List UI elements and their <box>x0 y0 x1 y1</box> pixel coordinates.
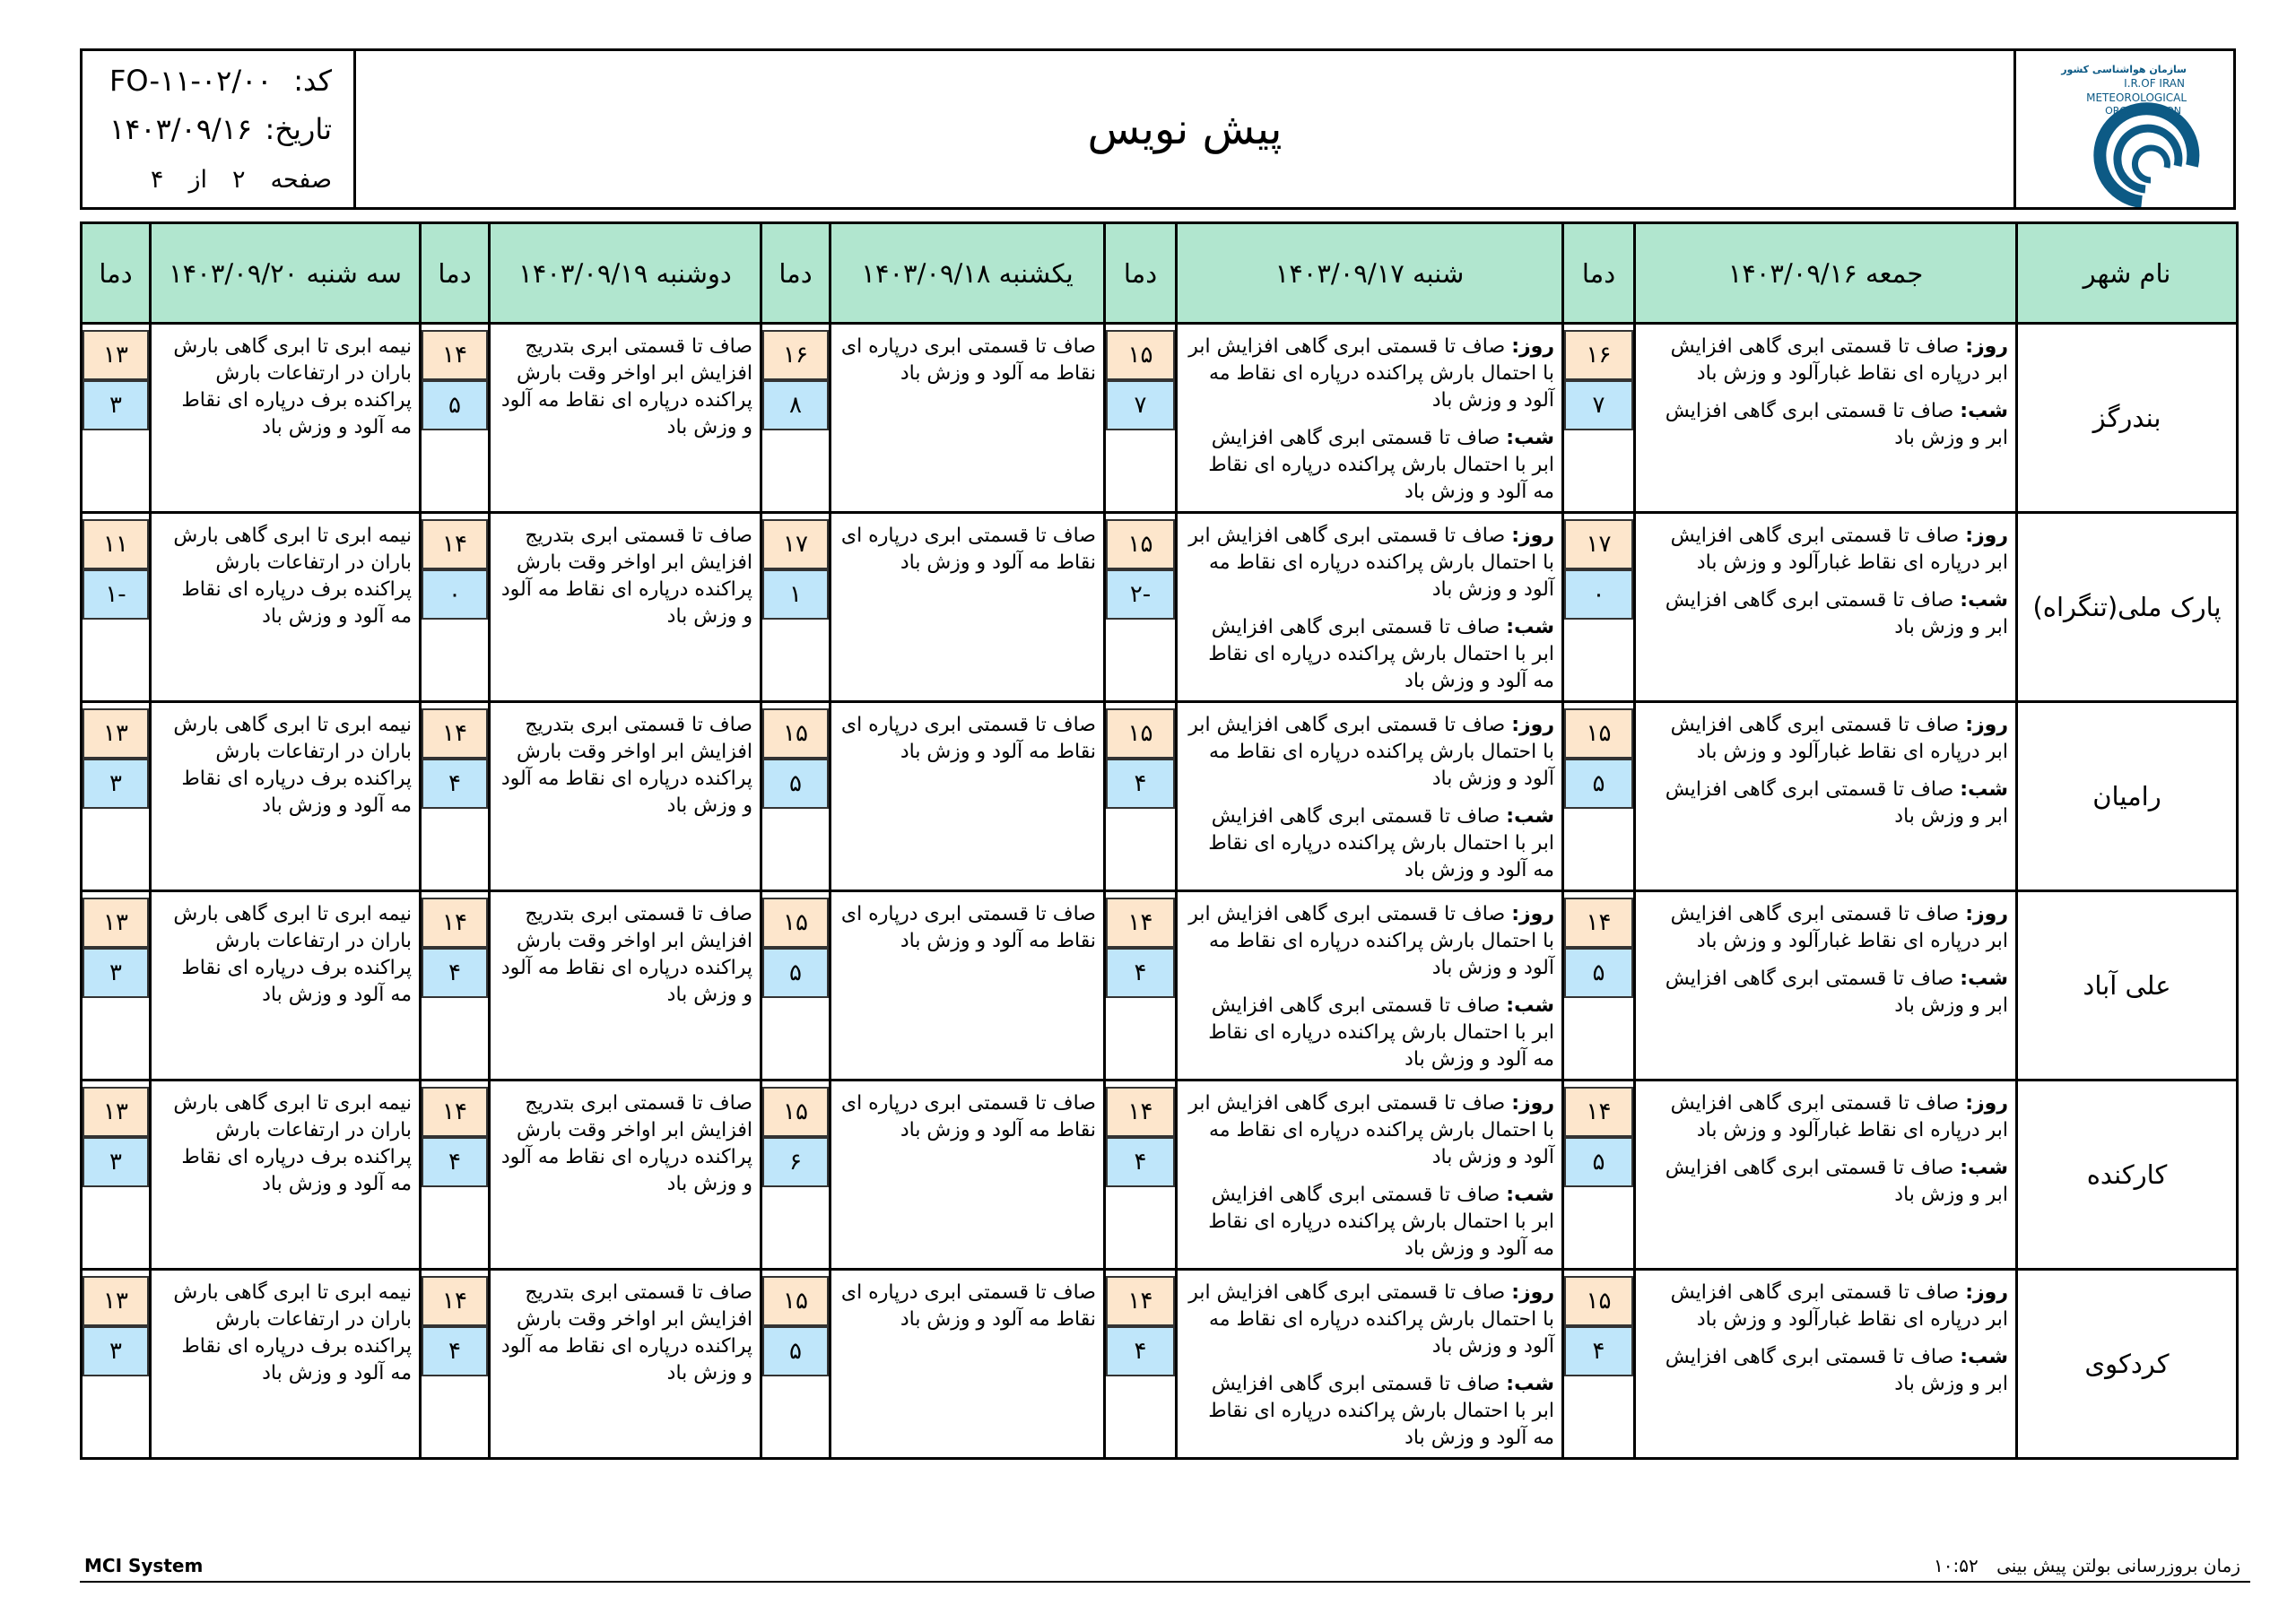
temp-header: دما <box>761 223 831 324</box>
forecast-cell <box>1177 324 1563 513</box>
temp-cell <box>1563 1081 1635 1270</box>
temp-cell <box>82 702 151 891</box>
max-temp: ۱۴ <box>422 1087 488 1137</box>
day-label: روز: <box>1965 525 2008 547</box>
table-row <box>82 891 2238 1081</box>
forecast-cell <box>831 702 1105 891</box>
max-temp: ۱۵ <box>1564 1276 1633 1326</box>
temp-cell <box>1105 702 1177 891</box>
forecast-cell <box>1635 324 2017 513</box>
night-label: شب: <box>1506 616 1554 638</box>
footer-update <box>1934 1555 2240 1576</box>
min-temp: ۴ <box>1106 1137 1175 1187</box>
page-title: پیش نویس <box>1087 104 1283 154</box>
min-temp: -۱ <box>83 569 149 620</box>
day-forecast-text: صاف تا قسمتی ابری گاهی افزایش ابر با احتمال بارش پراکنده درپاره ای نقاط مه آلود و وزش باد <box>1188 714 1554 790</box>
temp-cell <box>82 324 151 513</box>
night-forecast-text: صاف تا قسمتی ابری گاهی افزایش ابر و وزش باد <box>1665 589 2008 638</box>
date-value: ۱۴۰۳/۰۹/۱۶ <box>109 112 253 146</box>
city-name: کارکنده <box>2017 1081 2238 1270</box>
forecast-cell <box>490 324 761 513</box>
temp-cell <box>421 1081 490 1270</box>
day-forecast-text: صاف تا قسمتی ابری گاهی افزایش ابر درپاره ای نقاط غبارآلود و وزش باد <box>1670 335 2008 385</box>
min-temp: -۲ <box>1106 569 1175 620</box>
night-forecast <box>1643 777 2008 830</box>
min-temp: ۷ <box>1106 380 1175 430</box>
day-forecast-text: صاف تا قسمتی ابری گاهی افزایش ابر با احتمال بارش پراکنده درپاره ای نقاط مه آلود و وزش باد <box>1188 903 1554 979</box>
day-forecast <box>1643 901 2008 955</box>
forecast-text: صاف تا قسمتی ابری درپاره ای نقاط مه آلود و وزش باد <box>840 714 1096 763</box>
forecast-cell <box>1635 1270 2017 1459</box>
forecast-cell <box>1635 1081 2017 1270</box>
update-label: زمان بروزرسانی بولتن پیش بینی <box>1996 1555 2240 1576</box>
table-row <box>82 1081 2238 1270</box>
day-label: روز: <box>1965 903 2008 925</box>
night-forecast <box>1185 614 1554 695</box>
footer-divider <box>80 1581 2250 1583</box>
night-label: شب: <box>1506 994 1554 1017</box>
day-forecast <box>1185 1090 1554 1171</box>
page-current: ۲ <box>231 166 246 194</box>
night-forecast-text: صاف تا قسمتی ابری گاهی افزایش ابر با احتمال بارش پراکنده درپاره ای نقاط مه آلود و وزش باد <box>1208 805 1554 881</box>
forecast-text: نیمه ابری تا ابری گاهی بارش باران در ارتفاعات بارش پراکنده برف درپاره ای نقاط مه آلود و وزش باد <box>173 714 412 817</box>
day-forecast <box>1643 523 2008 577</box>
forecast-text: صاف تا قسمتی ابری بتدریج افزایش ابر اواخر وقت بارش پراکنده درپاره ای نقاط مه آلود و وزش باد <box>500 714 752 817</box>
day-forecast-text: صاف تا قسمتی ابری گاهی افزایش ابر درپاره ای نقاط غبارآلود و وزش باد <box>1670 1281 2008 1331</box>
day-header-1: جمعه ۱۴۰۳/۰۹/۱۶ <box>1635 223 2017 324</box>
night-label: شب: <box>1960 1157 2008 1179</box>
night-forecast-text: صاف تا قسمتی ابری گاهی افزایش ابر و وزش باد <box>1665 968 2008 1017</box>
night-forecast-text: صاف تا قسمتی ابری گاهی افزایش ابر با احتمال بارش پراکنده درپاره ای نقاط مه آلود و وزش باد <box>1208 427 1554 503</box>
day-forecast <box>1185 712 1554 793</box>
city-name: کردکوی <box>2017 1270 2238 1459</box>
max-temp: ۱۳ <box>83 1276 149 1326</box>
table-row <box>82 702 2238 891</box>
temp-cell <box>761 891 831 1081</box>
table-row <box>82 1270 2238 1459</box>
max-temp: ۱۴ <box>1106 898 1175 948</box>
temp-cell <box>761 324 831 513</box>
document-meta <box>83 51 356 207</box>
night-forecast <box>1185 425 1554 506</box>
day-forecast <box>1643 1280 2008 1333</box>
min-temp: ۳ <box>83 948 149 998</box>
day-label: روز: <box>1965 714 2008 736</box>
temp-cell <box>1563 702 1635 891</box>
day-forecast-text: صاف تا قسمتی ابری گاهی افزایش ابر درپاره ای نقاط غبارآلود و وزش باد <box>1670 525 2008 574</box>
max-temp: ۱۵ <box>1106 330 1175 380</box>
svg-text:ORGANIZATION: ORGANIZATION <box>2105 105 2181 117</box>
temp-header: دما <box>82 223 151 324</box>
forecast-cell <box>490 1081 761 1270</box>
temp-cell <box>1105 324 1177 513</box>
max-temp: ۱۵ <box>1106 708 1175 759</box>
forecast-cell <box>490 513 761 702</box>
city-name: رامیان <box>2017 702 2238 891</box>
day-label: روز: <box>1511 525 1554 547</box>
forecast-text: صاف تا قسمتی ابری درپاره ای نقاط مه آلود و وزش باد <box>840 1092 1096 1141</box>
night-forecast <box>1185 803 1554 884</box>
table-row <box>82 324 2238 513</box>
svg-text:I.R.OF IRAN: I.R.OF IRAN <box>2124 77 2185 90</box>
night-label: شب: <box>1506 427 1554 449</box>
min-temp: ۶ <box>762 1137 829 1187</box>
day-forecast <box>1643 712 2008 766</box>
min-temp: ۱ <box>762 569 829 620</box>
forecast-cell <box>151 702 421 891</box>
temp-header: دما <box>1563 223 1635 324</box>
min-temp: ۰ <box>1564 569 1633 620</box>
city-header: نام شهر <box>2017 223 2238 324</box>
forecast-cell <box>1177 1081 1563 1270</box>
table-row <box>82 513 2238 702</box>
max-temp: ۱۵ <box>762 898 829 948</box>
forecast-text: نیمه ابری تا ابری گاهی بارش باران در ارتفاعات بارش پراکنده برف درپاره ای نقاط مه آلود و وزش باد <box>173 525 412 628</box>
min-temp: ۴ <box>1106 1326 1175 1376</box>
night-forecast-text: صاف تا قسمتی ابری گاهی افزایش ابر با احتمال بارش پراکنده درپاره ای نقاط مه آلود و وزش باد <box>1208 1184 1554 1260</box>
day-forecast <box>1185 901 1554 982</box>
night-label: شب: <box>1506 1373 1554 1395</box>
footer-system: MCI System <box>84 1555 204 1576</box>
forecast-cell <box>1177 891 1563 1081</box>
day-label: روز: <box>1511 903 1554 925</box>
temp-cell <box>1105 513 1177 702</box>
max-temp: ۱۴ <box>422 519 488 569</box>
temp-cell <box>1105 1081 1177 1270</box>
forecast-cell <box>490 1270 761 1459</box>
temp-cell <box>1563 891 1635 1081</box>
night-label: شب: <box>1960 968 2008 990</box>
day-label: روز: <box>1511 1281 1554 1304</box>
min-temp: ۵ <box>1564 948 1633 998</box>
temp-cell <box>1563 513 1635 702</box>
forecast-text: صاف تا قسمتی ابری بتدریج افزایش ابر اواخر وقت بارش پراکنده درپاره ای نقاط مه آلود و وزش باد <box>500 1281 752 1384</box>
min-temp: ۴ <box>422 759 488 809</box>
city-name: بندرگز <box>2017 324 2238 513</box>
temp-cell <box>1563 324 1635 513</box>
min-temp: ۵ <box>1564 1137 1633 1187</box>
forecast-text: صاف تا قسمتی ابری بتدریج افزایش ابر اواخر وقت بارش پراکنده درپاره ای نقاط مه آلود و وزش باد <box>500 525 752 628</box>
day-label: روز: <box>1511 1092 1554 1115</box>
max-temp: ۱۵ <box>762 1276 829 1326</box>
temp-cell <box>1105 891 1177 1081</box>
temp-cell <box>761 1081 831 1270</box>
max-temp: ۱۴ <box>422 1276 488 1326</box>
forecast-cell <box>1177 513 1563 702</box>
temp-header: دما <box>421 223 490 324</box>
max-temp: ۱۵ <box>762 708 829 759</box>
date-label: تاریخ: <box>265 112 332 146</box>
forecast-text: صاف تا قسمتی ابری بتدریج افزایش ابر اواخر وقت بارش پراکنده درپاره ای نقاط مه آلود و وزش باد <box>500 1092 752 1195</box>
min-temp: ۴ <box>1564 1326 1633 1376</box>
max-temp: ۱۳ <box>83 898 149 948</box>
max-temp: ۱۴ <box>422 330 488 380</box>
day-forecast <box>1643 1090 2008 1144</box>
date-row <box>83 112 353 146</box>
night-forecast <box>1185 1371 1554 1452</box>
min-temp: ۸ <box>762 380 829 430</box>
min-temp: ۴ <box>422 948 488 998</box>
min-temp: ۳ <box>83 1326 149 1376</box>
code-label: کد: <box>293 64 332 98</box>
min-temp: ۴ <box>422 1137 488 1187</box>
forecast-cell <box>1635 891 2017 1081</box>
day-forecast-text: صاف تا قسمتی ابری گاهی افزایش ابر با احتمال بارش پراکنده درپاره ای نقاط مه آلود و وزش باد <box>1188 1281 1554 1358</box>
forecast-text: صاف تا قسمتی ابری بتدریج افزایش ابر اواخر وقت بارش پراکنده درپاره ای نقاط مه آلود و وزش باد <box>500 903 752 1006</box>
forecast-cell <box>831 891 1105 1081</box>
code-row <box>83 64 353 98</box>
code-value: FO-۱۱-۰۲/۰۰ <box>109 64 273 98</box>
update-time: ۱۰:۵۲ <box>1934 1555 1979 1576</box>
day-forecast-text: صاف تا قسمتی ابری گاهی افزایش ابر با احتمال بارش پراکنده درپاره ای نقاط مه آلود و وزش باد <box>1188 525 1554 601</box>
forecast-cell <box>490 891 761 1081</box>
night-label: شب: <box>1506 805 1554 828</box>
temp-cell <box>761 513 831 702</box>
night-forecast-text: صاف تا قسمتی ابری گاهی افزایش ابر و وزش باد <box>1665 778 2008 828</box>
max-temp: ۱۳ <box>83 708 149 759</box>
max-temp: ۱۵ <box>1564 708 1633 759</box>
night-forecast-text: صاف تا قسمتی ابری گاهی افزایش ابر با احتمال بارش پراکنده درپاره ای نقاط مه آلود و وزش باد <box>1208 1373 1554 1449</box>
temp-cell <box>1105 1270 1177 1459</box>
day-header-4: دوشنبه ۱۴۰۳/۰۹/۱۹ <box>490 223 761 324</box>
min-temp: ۳ <box>83 759 149 809</box>
temp-cell <box>421 891 490 1081</box>
forecast-cell <box>151 891 421 1081</box>
max-temp: ۱۴ <box>1106 1276 1175 1326</box>
day-label: روز: <box>1965 1281 2008 1304</box>
forecast-text: صاف تا قسمتی ابری درپاره ای نقاط مه آلود و وزش باد <box>840 903 1096 952</box>
forecast-cell <box>151 1270 421 1459</box>
day-forecast <box>1185 334 1554 414</box>
logo-icon <box>2016 51 2231 207</box>
day-forecast-text: صاف تا قسمتی ابری گاهی افزایش ابر با احتمال بارش پراکنده درپاره ای نقاط مه آلود و وزش باد <box>1188 1092 1554 1168</box>
forecast-cell <box>1635 702 2017 891</box>
max-temp: ۱۶ <box>1564 330 1633 380</box>
forecast-cell <box>1635 513 2017 702</box>
forecast-cell <box>490 702 761 891</box>
night-label: شب: <box>1960 1346 2008 1368</box>
day-forecast <box>1185 523 1554 603</box>
min-temp: ۵ <box>422 380 488 430</box>
min-temp: ۴ <box>1106 948 1175 998</box>
max-temp: ۱۵ <box>1106 519 1175 569</box>
table-header-row <box>82 223 2238 324</box>
min-temp: ۵ <box>762 948 829 998</box>
organization-logo <box>2013 51 2233 207</box>
forecast-cell <box>1177 1270 1563 1459</box>
page-total: ۴ <box>150 166 164 194</box>
night-label: شب: <box>1960 400 2008 422</box>
forecast-cell <box>831 1081 1105 1270</box>
page-number <box>151 166 332 194</box>
night-forecast <box>1185 993 1554 1073</box>
night-label: شب: <box>1506 1184 1554 1206</box>
svg-text:سازمان هواشناسی کشور: سازمان هواشناسی کشور <box>2061 64 2187 75</box>
night-forecast-text: صاف تا قسمتی ابری گاهی افزایش ابر با احتمال بارش پراکنده درپاره ای نقاط مه آلود و وزش باد <box>1208 616 1554 692</box>
night-forecast <box>1643 587 2008 641</box>
max-temp: ۱۶ <box>762 330 829 380</box>
max-temp: ۱۴ <box>1564 1087 1633 1137</box>
night-forecast-text: صاف تا قسمتی ابری گاهی افزایش ابر و وزش باد <box>1665 1346 2008 1395</box>
max-temp: ۱۳ <box>83 330 149 380</box>
night-forecast <box>1643 1344 2008 1398</box>
max-temp: ۱۷ <box>762 519 829 569</box>
temp-cell <box>761 1270 831 1459</box>
temp-cell <box>421 513 490 702</box>
forecast-cell <box>1177 702 1563 891</box>
night-forecast <box>1643 398 2008 452</box>
max-temp: ۱۴ <box>1564 898 1633 948</box>
temp-cell <box>82 891 151 1081</box>
min-temp: ۵ <box>1564 759 1633 809</box>
min-temp: ۴ <box>1106 759 1175 809</box>
night-label: شب: <box>1960 589 2008 612</box>
min-temp: ۷ <box>1564 380 1633 430</box>
forecast-cell <box>831 324 1105 513</box>
page-label: صفحه <box>270 166 332 194</box>
forecast-cell <box>151 324 421 513</box>
min-temp: ۴ <box>422 1326 488 1376</box>
night-forecast-text: صاف تا قسمتی ابری گاهی افزایش ابر و وزش باد <box>1665 400 2008 449</box>
min-temp: ۳ <box>83 380 149 430</box>
forecast-text: نیمه ابری تا ابری گاهی بارش باران در ارتفاعات بارش پراکنده برف درپاره ای نقاط مه آلود و وزش باد <box>173 335 412 438</box>
night-forecast-text: صاف تا قسمتی ابری گاهی افزایش ابر و وزش باد <box>1665 1157 2008 1206</box>
day-forecast-text: صاف تا قسمتی ابری گاهی افزایش ابر درپاره ای نقاط غبارآلود و وزش باد <box>1670 903 2008 952</box>
temp-cell <box>421 1270 490 1459</box>
max-temp: ۱۴ <box>422 898 488 948</box>
forecast-cell <box>831 513 1105 702</box>
city-name: پارک ملی(تنگراه) <box>2017 513 2238 702</box>
temp-header: دما <box>1105 223 1177 324</box>
forecast-text: صاف تا قسمتی ابری درپاره ای نقاط مه آلود و وزش باد <box>840 335 1096 385</box>
forecast-cell <box>831 1270 1105 1459</box>
day-header-5: سه شنبه ۱۴۰۳/۰۹/۲۰ <box>151 223 421 324</box>
day-label: روز: <box>1965 335 2008 358</box>
forecast-text: صاف تا قسمتی ابری بتدریج افزایش ابر اواخر وقت بارش پراکنده درپاره ای نقاط مه آلود و وزش باد <box>500 335 752 438</box>
day-header-2: شنبه ۱۴۰۳/۰۹/۱۷ <box>1177 223 1563 324</box>
min-temp: ۰ <box>422 569 488 620</box>
night-forecast <box>1643 966 2008 1020</box>
max-temp: ۱۵ <box>762 1087 829 1137</box>
day-forecast-text: صاف تا قسمتی ابری گاهی افزایش ابر درپاره ای نقاط غبارآلود و وزش باد <box>1670 1092 2008 1141</box>
day-header-3: یکشنبه ۱۴۰۳/۰۹/۱۸ <box>831 223 1105 324</box>
forecast-cell <box>151 513 421 702</box>
city-name: علی آباد <box>2017 891 2238 1081</box>
min-temp: ۳ <box>83 1137 149 1187</box>
max-temp: ۱۳ <box>83 1087 149 1137</box>
temp-cell <box>421 324 490 513</box>
max-temp: ۱۷ <box>1564 519 1633 569</box>
forecast-text: نیمه ابری تا ابری گاهی بارش باران در ارتفاعات بارش پراکنده برف درپاره ای نقاط مه آلود و وزش باد <box>173 1281 412 1384</box>
day-forecast-text: صاف تا قسمتی ابری گاهی افزایش ابر با احتمال بارش پراکنده درپاره ای نقاط مه آلود و وزش باد <box>1188 335 1554 412</box>
temp-cell <box>1563 1270 1635 1459</box>
temp-cell <box>82 1081 151 1270</box>
temp-cell <box>82 513 151 702</box>
temp-cell <box>421 702 490 891</box>
night-forecast-text: صاف تا قسمتی ابری گاهی افزایش ابر با احتمال بارش پراکنده درپاره ای نقاط مه آلود و وزش باد <box>1208 994 1554 1071</box>
min-temp: ۵ <box>762 759 829 809</box>
day-forecast <box>1643 334 2008 387</box>
night-forecast <box>1643 1155 2008 1209</box>
max-temp: ۱۴ <box>1106 1087 1175 1137</box>
max-temp: ۱۱ <box>83 519 149 569</box>
temp-cell <box>82 1270 151 1459</box>
temp-cell <box>761 702 831 891</box>
min-temp: ۵ <box>762 1326 829 1376</box>
day-forecast-text: صاف تا قسمتی ابری گاهی افزایش ابر درپاره ای نقاط غبارآلود و وزش باد <box>1670 714 2008 763</box>
day-label: روز: <box>1965 1092 2008 1115</box>
svg-text:METEOROLOGICAL: METEOROLOGICAL <box>2086 91 2187 104</box>
document-header <box>80 48 2236 210</box>
day-label: روز: <box>1511 335 1554 358</box>
forecast-table <box>80 221 2239 1460</box>
forecast-text: صاف تا قسمتی ابری درپاره ای نقاط مه آلود و وزش باد <box>840 525 1096 574</box>
night-label: شب: <box>1960 778 2008 801</box>
forecast-text: صاف تا قسمتی ابری درپاره ای نقاط مه آلود و وزش باد <box>840 1281 1096 1331</box>
forecast-text: نیمه ابری تا ابری گاهی بارش باران در ارتفاعات بارش پراکنده برف درپاره ای نقاط مه آلود و وزش باد <box>173 903 412 1006</box>
page-of: از <box>188 166 207 194</box>
day-forecast <box>1185 1280 1554 1360</box>
forecast-text: نیمه ابری تا ابری گاهی بارش باران در ارتفاعات بارش پراکنده برف درپاره ای نقاط مه آلود و وزش باد <box>173 1092 412 1195</box>
night-forecast <box>1185 1182 1554 1263</box>
max-temp: ۱۴ <box>422 708 488 759</box>
day-label: روز: <box>1511 714 1554 736</box>
forecast-cell <box>151 1081 421 1270</box>
